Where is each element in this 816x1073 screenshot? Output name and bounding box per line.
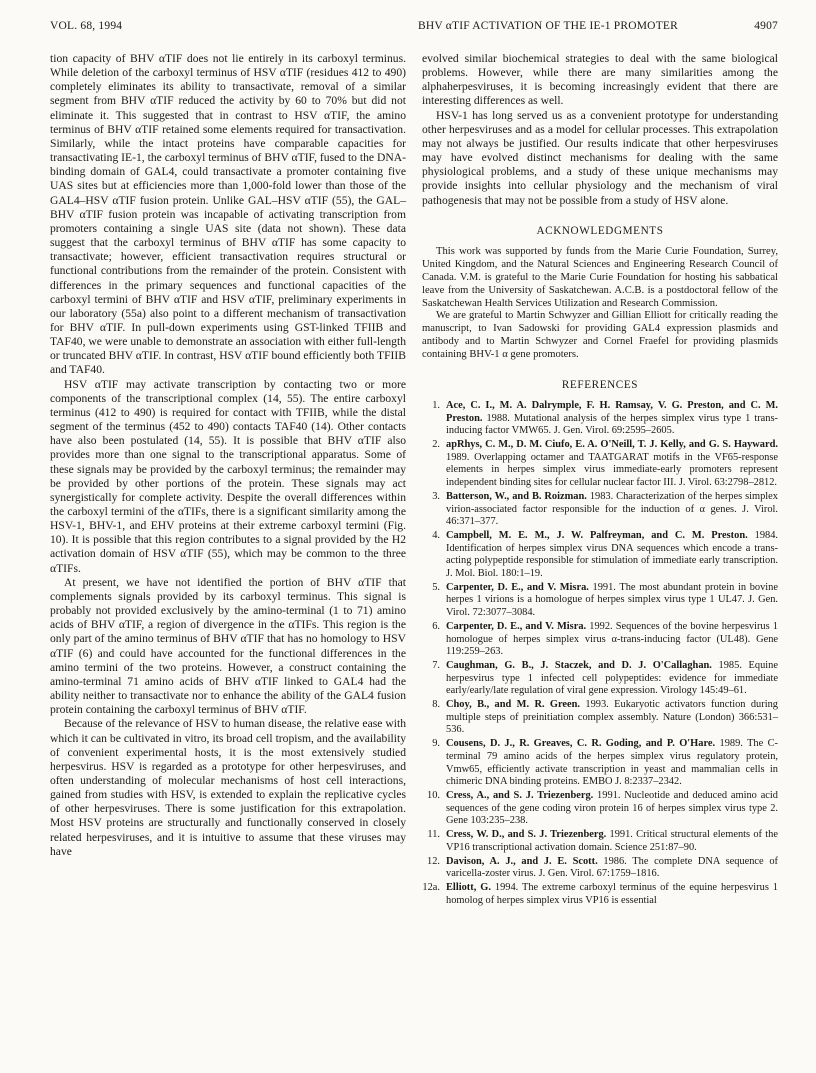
reference-number: 11.	[427, 829, 440, 841]
page-number: 4907	[754, 20, 778, 32]
reference-text: 1993. Eukaryotic activators function during multiple steps of preinitiation complex assembly. Nature (London) 366:531–536.	[446, 699, 778, 736]
reference-authors: Campbell, M. E. M., J. W. Palfreyman, and C. M. Preston.	[446, 530, 748, 542]
reference-number: 1.	[432, 400, 440, 412]
reference-item	[422, 530, 778, 580]
reference-number: 3.	[432, 491, 440, 503]
reference-authors: Cress, A., and S. J. Triezenberg.	[446, 790, 594, 802]
reference-number: 12a.	[422, 882, 440, 894]
reference-text: 1991. The most abundant protein in bovine herpes 1 virions is a homologue of herpes simplex virus type 1 UL47. J. Gen. Virol. 72:3077–3084.	[446, 581, 778, 618]
body-paragraph: At present, we have not identified the portion of BHV αTIF that complements signals provided by its carboxyl terminus. This signal is probably not provided exclusively by the amino-terminal (1 to 71) amino acids of BHV αTIF, a region of divergence in the αTIFs. This region is the only part of the amino terminus of BHV αTIF that has no homology to HSV αTIF (6) and could have accounted for the functional differences in the amino termini of the two proteins. However, a construct containing the amino-terminal 71 amino acids of BHV αTIF linked to GAL4 had the ability neither to transactivate nor to enhance the ability of the GAL4 fusion protein containing the carboxyl terminus of BHV αTIF.	[50, 575, 406, 717]
reference-text: 1988. Mutational analysis of the herpes simplex virus type 1 trans-inducing factor VMW65. J. Gen. Virol. 69:2595–2605.	[446, 412, 778, 437]
volume-label: VOL. 68, 1994	[50, 20, 123, 32]
reference-authors: Caughman, G. B., J. Staczek, and D. J. O'Callaghan.	[446, 660, 712, 672]
references-heading: REFERENCES	[561, 379, 639, 392]
body-paragraph: HSV αTIF may activate transcription by contacting two or more components of the transcriptional complex (14, 55). The entire carboxyl terminus (412 to 490) is required for contact with TFIIB, while the distal segment of the terminus (452 to 490) contacts TAF40 (14). Other contacts have also been postulated (14, 55). It is possible that BHV αTIF also provides more than one signal to the transcriptional apparatus. Some of these signals may be provided by the carboxyl terminus; the remainder may be provided by other portions of the protein. These signals may act synergistically for complete activity. Despite the overall differences within the carboxyl termini of the αTIFs, there is a significant similarity among the HSV-1, BHV-1, and EHV proteins at their extreme carboxyl termini (Fig. 10). It is possible that this region contributes to a signal provided by the H2 activation domain of HSV αTIF (55), which may be common to the three αTIFs.	[50, 377, 406, 575]
reference-text: 1992. Sequences of the bovine herpesvirus 1 homologue of herpes simplex virus α-trans-inducing factor (UL48). Gene 119:259–263.	[446, 620, 778, 658]
reference-text: 1994. The extreme carboxyl terminus of the equine herpesvirus 1 homolog of herpes simplex virus VP16 is essential	[446, 882, 778, 906]
reference-item	[422, 491, 778, 529]
reference-list	[422, 400, 778, 907]
reference-authors: Carpenter, D. E., and V. Misra.	[446, 620, 587, 632]
reference-number: 5.	[432, 581, 440, 593]
reference-authors: Elliott, G.	[446, 882, 491, 894]
reference-item	[422, 882, 778, 907]
reference-text: 1989. Overlapping octamer and TAATGARAT motifs in the VF65-response elements in herpes simplex virus immediate-early promoters represent independent binding sites for cellular nuclear factor III. J. Virol. 63:2798–2812.	[446, 451, 778, 488]
reference-authors: apRhys, C. M., D. M. Ciufo, E. A. O'Neill, T. J. Kelly, and G. S. Hayward.	[446, 439, 778, 451]
reference-number: 4.	[432, 530, 440, 542]
right-column	[422, 52, 778, 909]
reference-item	[422, 582, 778, 620]
reference-item	[422, 699, 778, 737]
reference-item	[422, 660, 778, 698]
acknowledgments-paragraph: This work was supported by funds from the Marie Curie Foundation, Surrey, United Kingdom, and the Natural Sciences and Engineering Research Council of Canada. V.M. is grateful to the Marie Curie Foundation for hosting his sabbatical leave from the University of Saskatchewan. A.C.B. is a postdoctoral fellow of the Saskatchewan Health Services Utilization and Research Commission.	[422, 245, 778, 309]
reference-authors: Cress, W. D., and S. J. Triezenberg.	[446, 829, 607, 841]
reference-text: 1991. Nucleotide and deduced amino acid sequences of the gene coding viron protein 16 of herpes simplex virus type 2. Gene 103:235–238.	[446, 790, 778, 827]
left-column	[50, 52, 406, 859]
reference-number: 2.	[432, 439, 440, 451]
acknowledgments-paragraph: We are grateful to Martin Schwyzer and Gillian Elliott for critically reading the manuscript, to Ivan Sadowski for providing GAL4 expression plasmids and antibody and to Martin Schwyzer and Cornel Fraefel for providing plasmids containing BHV-1 α gene promoters.	[422, 310, 778, 361]
reference-number: 8.	[432, 699, 440, 711]
reference-item	[422, 790, 778, 828]
reference-text: 1984. Identification of herpes simplex virus DNA sequences which encode a trans-acting polypeptide responsible for stimulation of immediate early transcription. J. Mol. Biol. 180:1–19.	[446, 530, 778, 579]
reference-authors: Choy, B., and M. R. Green.	[446, 699, 581, 711]
reference-item	[422, 829, 778, 854]
body-paragraph: tion capacity of BHV αTIF does not lie entirely in its carboxyl terminus. While deletion of the carboxyl terminus of HSV αTIF (residues 412 to 490) completely eliminates its ability to transactivate, removal of a similar segment from BHV αTIF reduced the activity by 60 to 70% but did not eliminate it. This suggested that in contrast to HSV αTIF, the amino terminus of BHV αTIF retained some elements required for transactivation. Similarly, while the intact proteins have comparable capacities for transactivating IE-1, the carboxyl terminus of BHV αTIF, fused to the DNA-binding domain of GAL4, could transactivate a promoter containing five UAS sites but at efficiencies more than 1,000-fold lower than those of the GAL4–HSV αTIF fusion protein. Unlike GAL–HSV αTIF (55), the GAL–BHV αTIF fusion protein was incapable of activating transcription from promoters containing a single UAS site (data not shown). These data suggest that the carboxyl terminus of BHV αTIF has some capacity to transactivate; however, efficient transactivation requires structural or functional contributions from the remainder of the protein. Consistent with differences in the primary sequences and functional capacities of the carboxyl termini of BHV αTIF and HSV αTIF, preliminary experiments in our laboratory (55a) also point to a different mechanism of transactivation for BHV αTIF. In pull-down experiments using GST-linked TFIIB and TAF40, we were unable to demonstrate an association with either full-length or truncated BHV αTIF. In contrast, HSV αTIF bound efficiently both TFIIB and TAF40.	[50, 52, 406, 377]
reference-text: 1985. Equine herpesvirus type 1 infected cell polypeptides: evidence for immediate early/early/late regulation of viral gene expression. Virology 145:49–61.	[446, 660, 778, 697]
reference-item	[422, 400, 778, 438]
reference-text: 1991. Critical structural elements of the VP16 transcriptional activation domain. Science 251:87–90.	[446, 829, 778, 853]
acknowledgments-heading: ACKNOWLEDGMENTS	[536, 224, 664, 237]
reference-number: 7.	[432, 660, 440, 672]
reference-authors: Cousens, D. J., R. Greaves, C. R. Goding, and P. O'Hare.	[446, 738, 716, 750]
reference-item	[422, 621, 778, 659]
reference-authors: Ace, C. I., M. A. Dalrymple, F. H. Ramsay, V. G. Preston, and C. M. Preston.	[446, 400, 778, 424]
body-paragraph: Because of the relevance of HSV to human disease, the relative ease with which it can be cultivated in vitro, its broad cell tropism, and the availability of convenient experimental hosts, it is the most extensively studied herpesvirus. HSV is regarded as a prototype for other herpesviruses, and often understanding of molecular mechanisms of host cell interactions, gained from studies with HSV, is extended to explain the replicative cycles of other herpesviruses. There is some justification for this extrapolation. Most HSV proteins are structurally and functionally conserved in closely related herpesviruses, and it is intuitive to assume that these viruses may have	[50, 717, 406, 858]
reference-authors: Batterson, W., and B. Roizman.	[446, 491, 587, 503]
reference-item	[422, 439, 778, 489]
reference-text: 1986. The complete DNA sequence of varicella-zoster virus. J. Gen. Virol. 67:1759–1816.	[446, 855, 778, 880]
reference-number: 9.	[432, 738, 440, 750]
reference-authors: Davison, A. J., and J. E. Scott.	[446, 855, 598, 867]
reference-text: 1989. The C-terminal 79 amino acids of the herpes simplex virus regulatory protein, Vmw65, efficiently activate transcription in yeast and mammalian cells in chimeric DNA binding proteins. EMBO J. 8:2337–2342.	[446, 738, 779, 788]
reference-item	[422, 856, 778, 881]
reference-number: 10.	[427, 790, 440, 802]
reference-number: 12.	[427, 855, 440, 867]
reference-number: 6.	[432, 620, 440, 632]
body-paragraph: evolved similar biochemical strategies to deal with the same biological problems. However, while there are many similarities among the alphaherpesviruses, it is becoming increasingly evident that there are interesting differences as well.	[422, 52, 778, 108]
reference-text: 1983. Characterization of the herpes simplex virion-associated factor responsible for the induction of α genes. J. Virol. 46:371–377.	[446, 491, 778, 528]
running-header	[50, 20, 778, 36]
reference-authors: Carpenter, D. E., and V. Misra.	[446, 581, 589, 593]
body-paragraph: HSV-1 has long served us as a convenient prototype for understanding other herpesviruses and as a model for cellular processes. This extrapolation may not always be justified. Our results indicate that other herpesviruses may have evolved distinct mechanisms for dealing with the same physiological problems, and a study of these unique mechanisms may provide insights into cellular physiology and the mechanism of viral pathogenesis that may not be possible from a study of HSV alone.	[422, 108, 778, 207]
running-title: BHV αTIF ACTIVATION OF THE IE-1 PROMOTER	[418, 20, 679, 32]
reference-item	[422, 738, 778, 788]
